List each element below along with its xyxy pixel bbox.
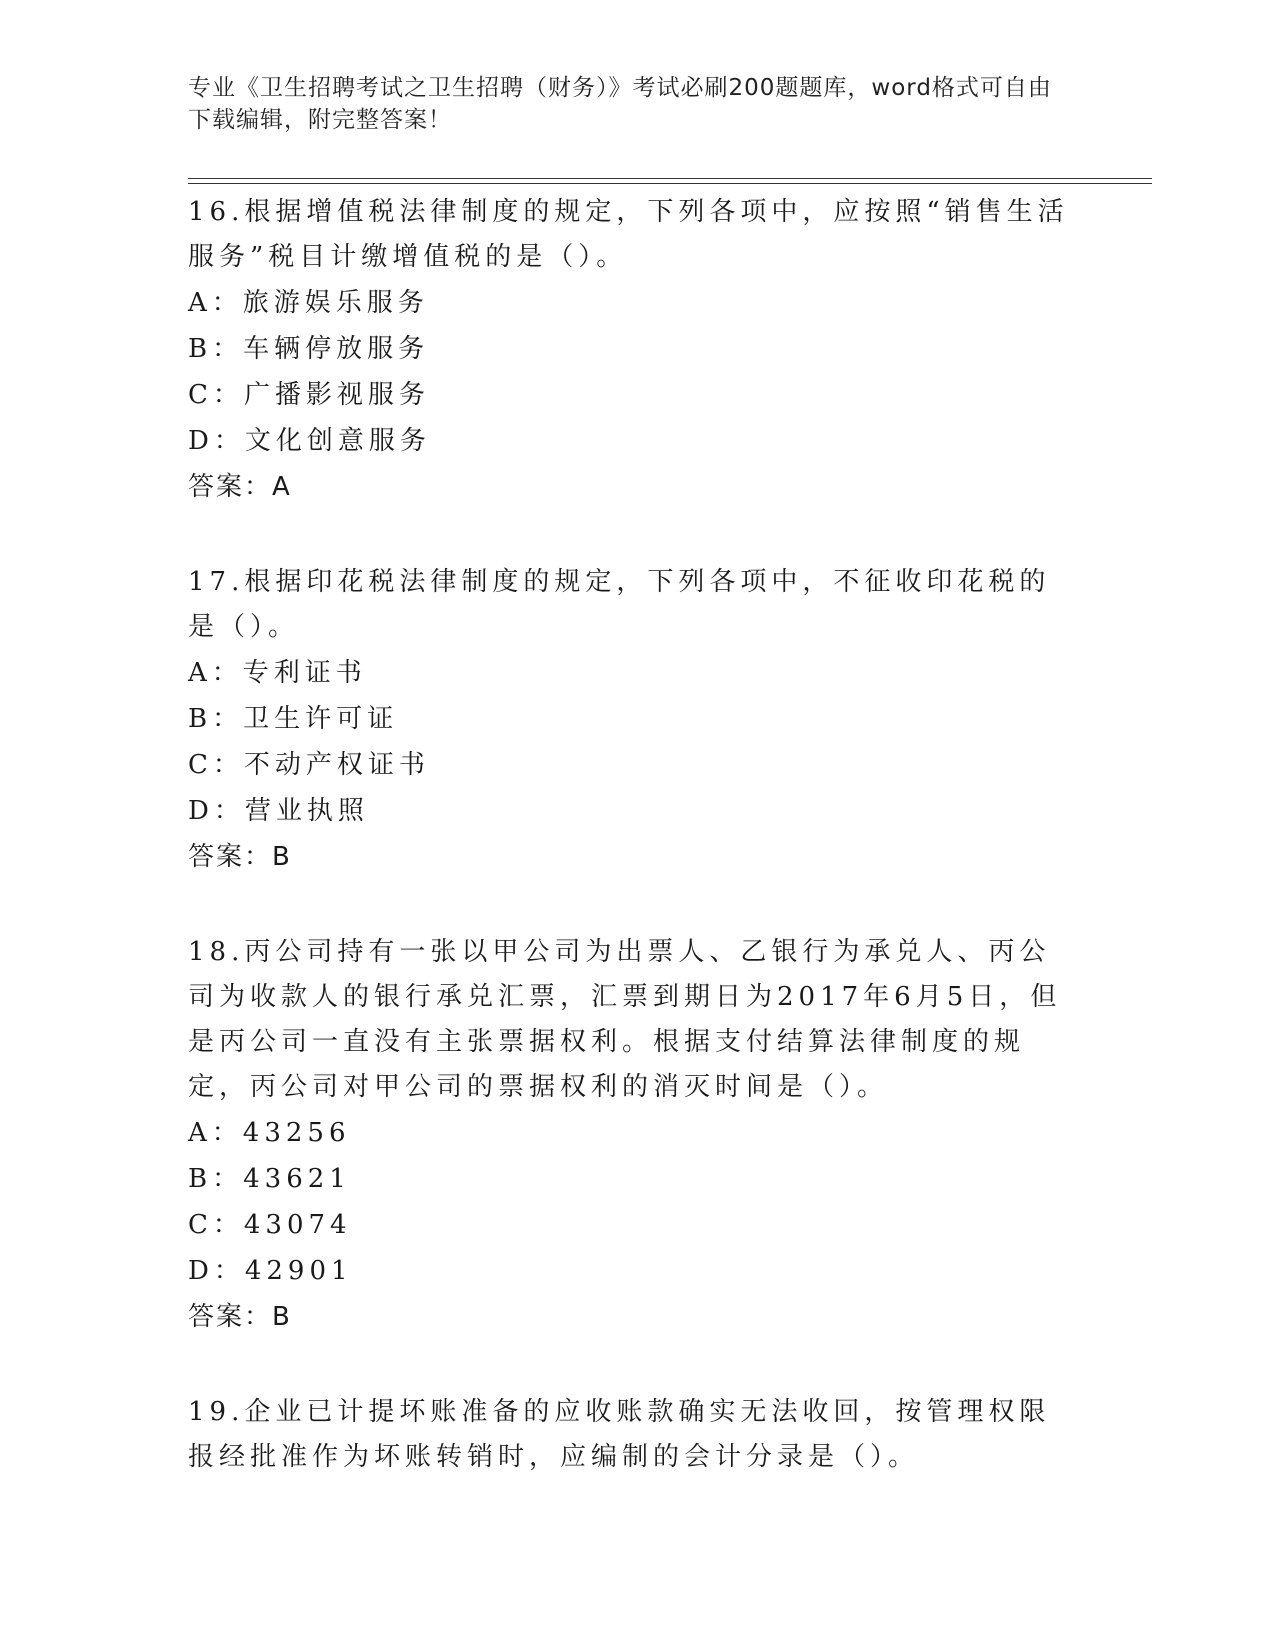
option-b: B：车辆停放服务 [188,334,430,364]
answer: 答案：B [188,1302,292,1332]
option-d: D：营业执照 [188,796,369,826]
answer: 答案：A [188,472,292,502]
answer: 答案：B [188,842,292,872]
question-list [188,190,1088,1530]
question-text: 16.根据增值税法律制度的规定，下列各项中，应按照“销售生活服务”税目计缴增值税的是（）。 [188,197,1069,272]
option-a: A：旅游娱乐服务 [188,288,429,318]
question-text: 17.根据印花税法律制度的规定，下列各项中，不征收印花税的是（）。 [188,567,1051,642]
question-text: 18.丙公司持有一张以甲公司为出票人、乙银行为承兑人、丙公司为收款人的银行承兑汇票，汇票到期日为2017年6月5日，但是丙公司一直没有主张票据权利。根据支付结算法律制度的规定，丙公司对甲公司的票据权利的消灭时间是（）。 [188,937,1062,1102]
header-divider-top [188,178,1152,179]
option-d: D：文化创意服务 [188,426,431,456]
question-16 [188,190,1088,510]
option-a: A：专利证书 [188,658,367,688]
document-header: 专业《卫生招聘考试之卫生招聘（财务）》考试必刷200题题库，word格式可自由下载编辑，附完整答案！ [188,75,1052,133]
option-a: A：43256 [188,1118,351,1148]
question-17 [188,560,1088,880]
option-d: D：42901 [188,1256,353,1286]
option-c: C：广播影视服务 [188,380,430,410]
question-19 [188,1390,1088,1480]
option-c: C：43074 [188,1210,352,1240]
question-text: 19.企业已计提坏账准备的应收账款确实无法收回，按管理权限报经批准作为坏账转销时，应编制的会计分录是（）。 [188,1397,1051,1472]
header-divider-bottom [188,183,1152,184]
question-18 [188,930,1088,1340]
option-c: C：不动产权证书 [188,750,430,780]
option-b: B：卫生许可证 [188,704,399,734]
option-b: B：43621 [188,1164,351,1194]
